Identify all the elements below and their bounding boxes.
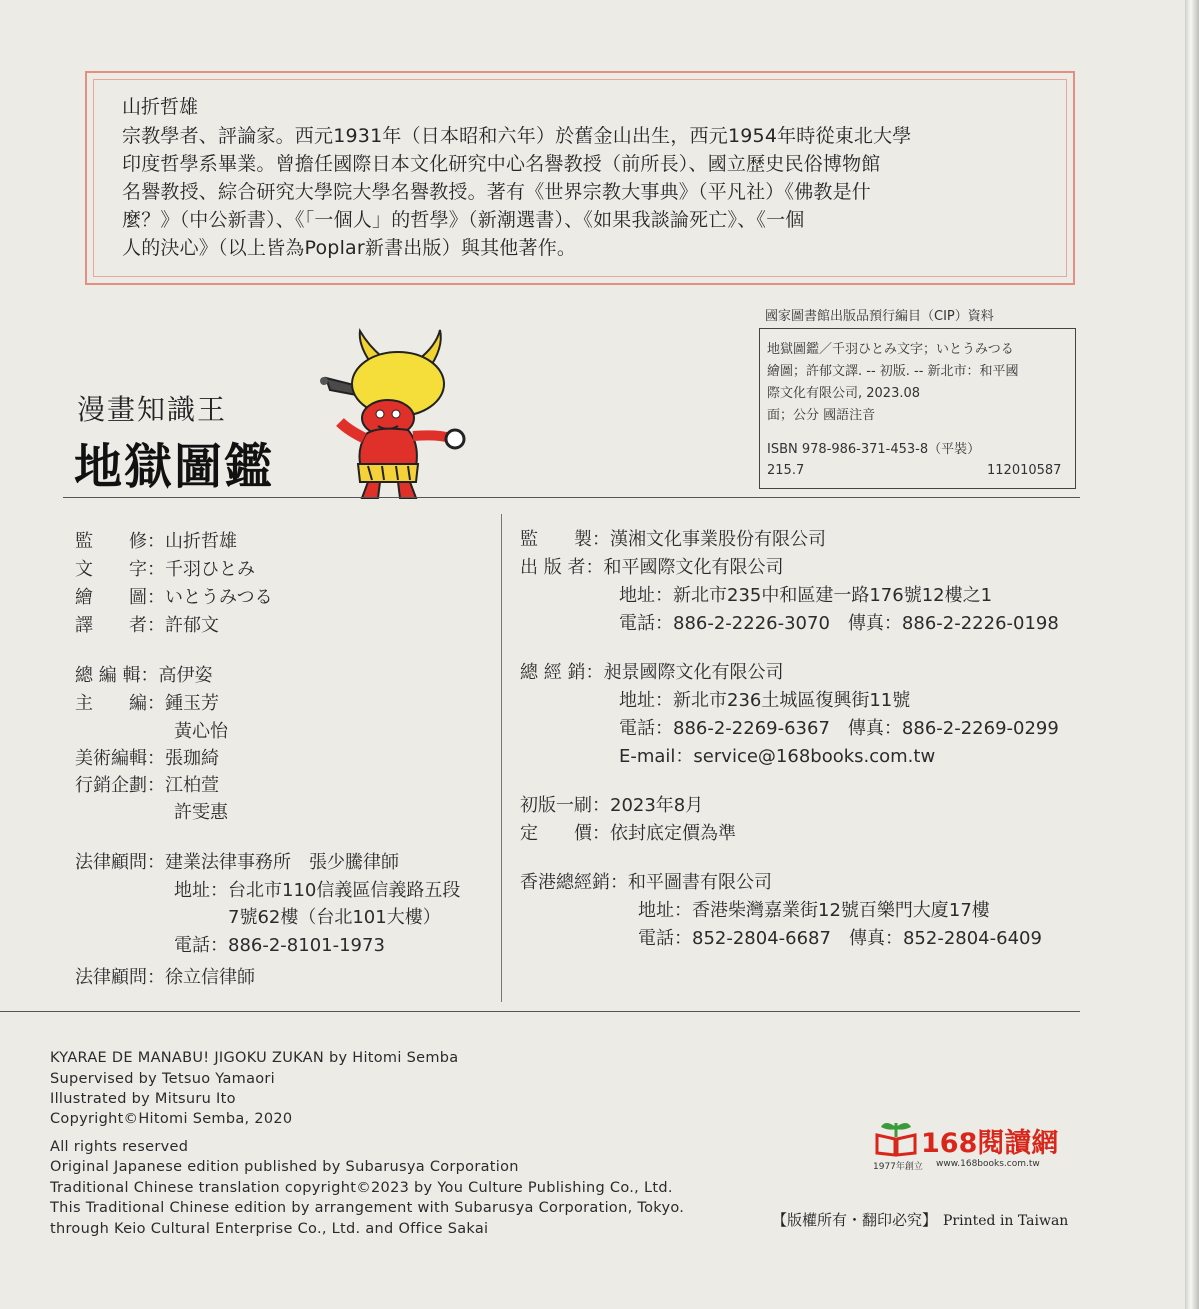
credit-row: 法律顧問：徐立信律師 (75, 967, 255, 988)
credit-row: 文 字：千羽ひとみ (75, 559, 255, 580)
book-sprout-icon (873, 1117, 919, 1157)
bio-line: 麼？》（中公新書）、《「一個人」的哲學》（新潮選書）、《如果我談論死亡》、《一個 (122, 209, 805, 231)
cip-line: 地獄圖鑑／千羽ひとみ文字；いとうみつる (767, 342, 1014, 357)
cip-line: ISBN 978-986-371-453-8（平裝） (767, 442, 981, 457)
english-copyright-line: Traditional Chinese translation copyright©2023 by You Culture Publishing Co., Ltd. (50, 1180, 673, 1196)
oni-character-illustration (318, 326, 478, 501)
credit-row: 定 價：依封底定價為準 (520, 823, 736, 844)
english-copyright-line: Original Japanese edition published by Subarusya Corporation (50, 1159, 519, 1175)
english-copyright-line: This Traditional Chinese edition by arrangement with Subarusya Corporation, Tokyo. (50, 1200, 685, 1216)
column-divider (501, 514, 502, 1002)
logo-founded: 1977年創立 (873, 1162, 923, 1172)
cip-title: 國家圖書館出版品預行編目（CIP）資料 (765, 309, 994, 324)
cip-line: 面；公分 國語注音 (767, 408, 876, 423)
credit-row: 譯 者：許郁文 (75, 615, 219, 636)
cip-line: 繪圖；許郁文譯. -- 初版. -- 新北市：和平國 (767, 364, 1019, 379)
publisher-logo (873, 1115, 1063, 1175)
bio-line: 印度哲學系畢業。曾擔任國際日本文化研究中心名譽教授（前所長）、國立歷史民俗博物館 (122, 153, 881, 175)
credit-row: 總 編 輯：高伊姿 (75, 665, 213, 686)
credit-row: 地址：新北市235中和區建一路176號12樓之1 (619, 585, 993, 606)
credit-row: 監 修：山折哲雄 (75, 531, 237, 552)
credit-row: 香港總經銷：和平圖書有限公司 (520, 872, 772, 893)
logo-url: www.168books.com.tw (936, 1159, 1040, 1169)
credit-row: 繪 圖：いとうみつる (75, 587, 273, 608)
credit-row: 電話：852-2804-6687 傳真：852-2804-6409 (638, 928, 1042, 949)
credit-row: 總 經 銷：昶景國際文化有限公司 (520, 662, 784, 683)
english-copyright-line: Copyright©Hitomi Semba, 2020 (50, 1111, 293, 1127)
cip-class-number: 215.7 (767, 463, 805, 478)
credit-row: 電話：886-2-8101-1973 (174, 935, 385, 956)
credit-row: 初版一刷：2023年8月 (520, 795, 704, 816)
credit-row: 法律顧問：建業法律事務所 張少騰律師 (75, 852, 399, 873)
credit-row: 主 編：鍾玉芳 (75, 693, 219, 714)
english-copyright-line: KYARAE DE MANABU! JIGOKU ZUKAN by Hitomi Semba (50, 1050, 459, 1066)
credit-row: E-mail：service@168books.com.tw (619, 746, 936, 767)
credit-row: 出 版 者：和平國際文化有限公司 (520, 557, 784, 578)
credit-row: 行銷企劃：江柏萱 (75, 775, 219, 796)
bio-line: 名譽教授、綜合研究大學院大學名譽教授。著有《世界宗教大事典》（平凡社）《佛教是什 (122, 181, 872, 203)
english-copyright-line: All rights reserved (50, 1139, 189, 1155)
credit-row: 7號62樓（台北101大樓） (174, 907, 441, 928)
english-copyright-line: through Keio Cultural Enterprise Co., Ltd. and Office Sakai (50, 1221, 489, 1237)
credit-row: 電話：886-2-2226-3070 傳真：886-2-2226-0198 (619, 613, 1059, 634)
credit-row: 地址：香港柴灣嘉業街12號百樂門大廈17樓 (638, 900, 990, 921)
credit-row: 許雯惠 (174, 802, 228, 823)
credit-row: 地址：台北市110信義區信義路五段 (174, 880, 461, 901)
cip-record-number: 112010587 (987, 463, 1062, 478)
section-divider (63, 497, 1080, 498)
bio-line: 宗教學者、評論家。西元1931年（日本昭和六年）於舊金山出生，西元1954年時從東北大學 (122, 125, 912, 147)
page-edge (1185, 0, 1199, 1309)
english-copyright-line: Supervised by Tetsuo Yamaori (50, 1071, 276, 1087)
credit-row: 監 製：漢湘文化事業股份有限公司 (520, 529, 826, 550)
book-title: 地獄圖鑑 (74, 439, 275, 495)
cip-line: 際文化有限公司, 2023.08 (767, 386, 921, 401)
bio-name: 山折哲雄 (122, 96, 199, 118)
rights-notice: 【版權所有・翻印必究】 Printed in Taiwan (772, 1211, 1069, 1229)
credit-row: 地址：新北市236土城區復興街11號 (619, 690, 911, 711)
credit-row: 美術編輯：張珈綺 (75, 748, 219, 769)
logo-name: 168閱讀網 (921, 1128, 1059, 1159)
section-divider (0, 1011, 1080, 1012)
bio-line: 人的決心》（以上皆為Poplar新書出版）與其他著作。 (122, 237, 577, 259)
credit-row: 黃心怡 (174, 721, 228, 742)
english-copyright-line: Illustrated by Mitsuru Ito (50, 1091, 236, 1107)
credit-row: 電話：886-2-2269-6367 傳真：886-2-2269-0299 (619, 718, 1059, 739)
series-title: 漫畫知識王 (77, 393, 228, 426)
